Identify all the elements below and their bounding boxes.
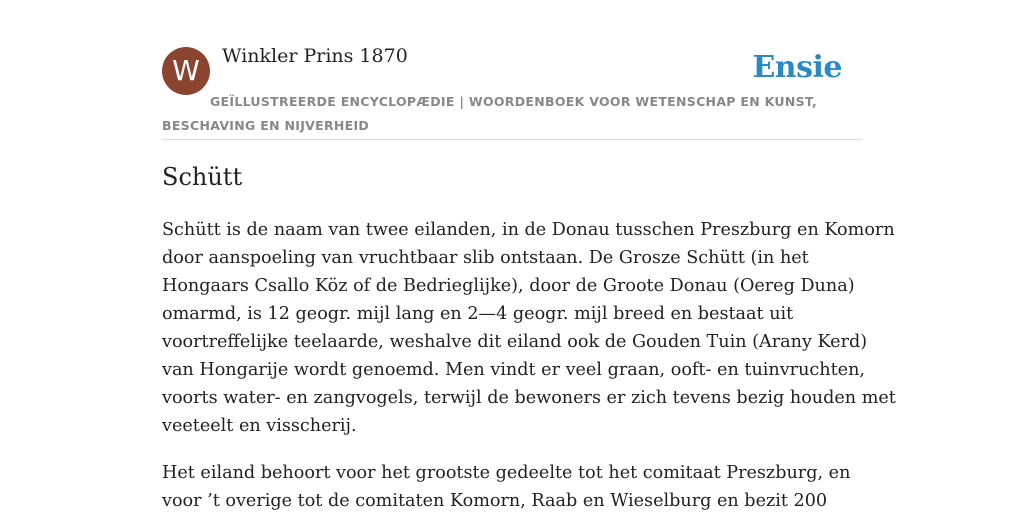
header-divider (162, 139, 862, 140)
article-body (162, 216, 896, 512)
paragraph-line: voor ’t overige tot de comitaten Komorn, Raab en Wieselburg en bezit 200 (162, 491, 828, 511)
paragraph-line: Het eiland behoort voor het grootste gedeelte tot het comitaat Preszburg, en (162, 463, 851, 483)
paragraph-line: voortreffelijke teelaarde, weshalve dit eiland ook de Gouden Tuin (Arany Kerd) (162, 332, 868, 352)
avatar-letter: W (172, 54, 200, 87)
paragraph-line: voorts water- en zangvogels, terwijl de bewoners er zich tevens bezig houden met (162, 388, 896, 408)
paragraph-line: omarmd, is 12 geogr. mijl lang en 2—4 geogr. mijl breed en bestaat uit (162, 304, 794, 324)
paragraph-1 (162, 216, 896, 440)
avatar[interactable] (162, 47, 210, 95)
paragraph-line: Hongaars Csallo Köz of de Bedrieglijke), door de Groote Donau (Oereg Duna) (162, 276, 855, 296)
source-subtitle: GEÏLLUSTREERDE ENCYCLOPÆDIE | WOORDENBOEK VOOR WETENSCHAP EN KUNST, BESCHAVING EN NIJVERHEID (162, 94, 818, 133)
entry-title: Schütt (162, 163, 243, 191)
paragraph-line: veeteelt en visscherij. (162, 416, 357, 436)
paragraph-line: Schütt is de naam van twee eilanden, in de Donau tusschen Preszburg en Komorn (162, 220, 895, 240)
paragraph-line: door aanspoeling van vruchtbaar slib ontstaan. De Grosze Schütt (in het (162, 248, 809, 268)
paragraph-2 (162, 459, 862, 512)
paragraph-line: van Hongarije wordt genoemd. Men vindt er veel graan, ooft- en tuinvruchten, (162, 360, 866, 380)
brand-logo-link[interactable]: Ensie (752, 50, 842, 85)
source-title[interactable]: Winkler Prins 1870 (222, 45, 408, 67)
